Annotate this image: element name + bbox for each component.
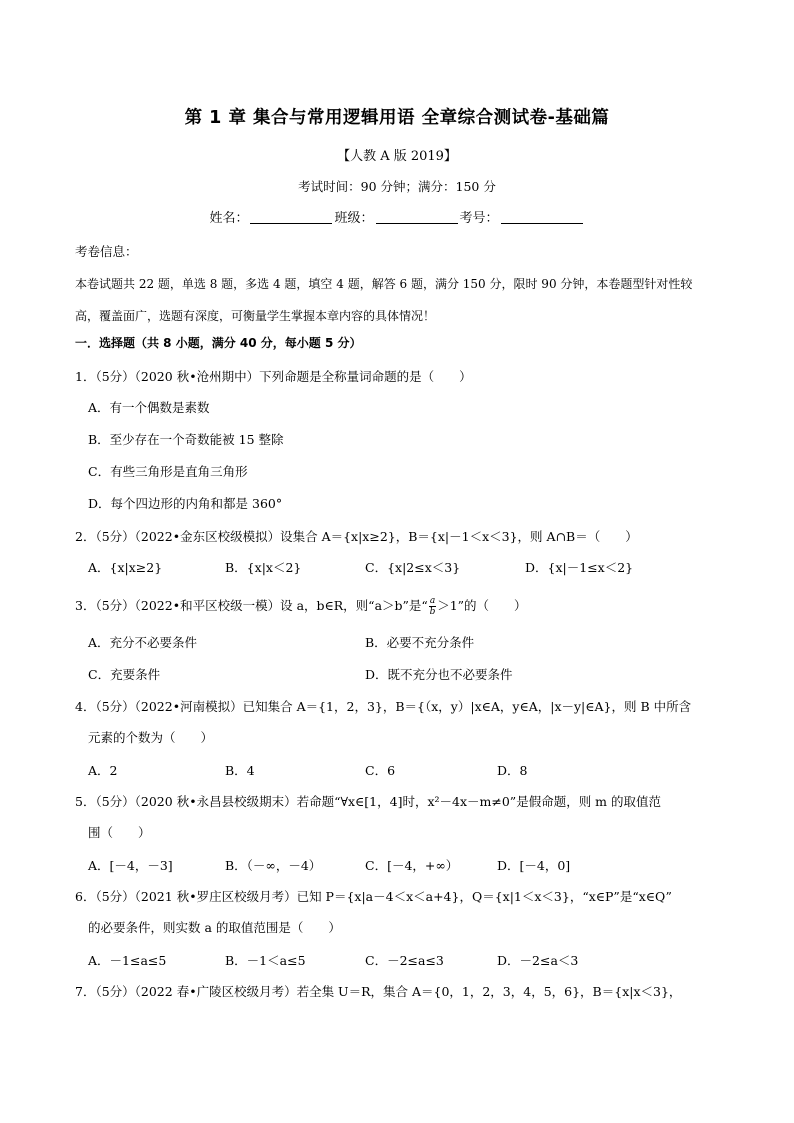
q1-option-c: C．有些三角形是直角三角形 — [88, 464, 248, 479]
question-4-stem-2: 元素的个数为（ ） — [88, 730, 214, 745]
q4-option-d: D．8 — [497, 763, 528, 778]
q1-option-a: A．有一个偶数是素数 — [88, 400, 210, 415]
question-4-stem: 4．（5分）（2022•河南模拟）已知集合 A＝{1，2，3}，B＝{（x，y）|x∈A，y∈A，|x－y|∈A}，则 B 中所含 — [75, 699, 692, 714]
q6-option-c: C．－2≤a≤3 — [365, 953, 444, 968]
q4-option-c: C．6 — [365, 763, 396, 778]
q2-option-c: C．{x|2≤x＜3} — [365, 560, 461, 575]
question-3-stem — [75, 596, 735, 617]
q3-frac-num: a — [429, 596, 436, 606]
q3-option-d: D．既不充分也不必要条件 — [365, 667, 513, 682]
name-label: 姓名： — [209, 211, 249, 226]
q1-option-b: B．至少存在一个奇数能被 15 整除 — [88, 432, 284, 447]
q2-option-a: A．{x|x≥2} — [88, 560, 163, 575]
q3-option-c: C．充要条件 — [88, 667, 161, 682]
question-7-stem: 7．（5分）（2022 春•广陵区校级月考）若全集 U＝R，集合 A＝{0，1，2，3，4，5，6}，B＝{x|x＜3}， — [75, 984, 682, 999]
q2-option-d: D．{x|－1≤x＜2} — [525, 560, 634, 575]
q1-option-d: D．每个四边形的内角和都是 360° — [88, 496, 283, 511]
student-fields — [0, 207, 794, 226]
name-blank — [250, 209, 332, 224]
page-title: 第 1 章 集合与常用逻辑用语 全章综合测试卷-基础篇 — [184, 108, 610, 128]
section-heading: 一．选择题（共 8 小题，满分 40 分，每小题 5 分） — [75, 336, 362, 350]
question-2-stem: 2．（5分）（2022•金东区校级模拟）设集合 A＝{x|x≥2}，B＝{x|－1＜x＜3}，则 A∩B＝（ ） — [75, 529, 638, 544]
q3-stem-post: ＞1”的（ ） — [437, 598, 527, 613]
q6-option-a: A．－1≤a≤5 — [88, 953, 167, 968]
question-5-stem-2: 围（ ） — [88, 825, 151, 840]
q5-option-b: B．（－∞，－4） — [225, 858, 322, 873]
q5-option-a: A．[－4，－3] — [88, 858, 173, 873]
q3-fraction — [429, 596, 436, 617]
q3-frac-den: b — [429, 607, 436, 617]
id-blank — [501, 209, 583, 224]
q3-stem-pre: 3．（5分）（2022•和平区校级一模）设 a，b∈R，则“a＞b”是“ — [75, 598, 428, 613]
q4-option-a: A．2 — [88, 763, 118, 778]
intro-line-1: 本卷试题共 22 题，单选 8 题，多选 4 题，填空 4 题，解答 6 题，满分 150 分，限时 90 分钟，本卷题型针对性较 — [75, 277, 693, 291]
q2-option-b: B．{x|x＜2} — [225, 560, 302, 575]
class-label: 班级： — [334, 211, 374, 226]
edition-subtitle: 【人教 A 版 2019】 — [337, 149, 457, 164]
question-5-stem: 5．（5分）（2020 秋•永昌县校级期末）若命题“∀x∈[1，4]时，x²－4x－m≠0”是假命题，则 m 的取值范 — [75, 794, 661, 809]
q3-option-a: A．充分不必要条件 — [88, 635, 198, 650]
q4-option-b: B．4 — [225, 763, 255, 778]
info-heading: 考卷信息： — [75, 244, 138, 259]
q6-option-d: D．－2≤a＜3 — [497, 953, 579, 968]
q5-option-c: C．[－4，+∞） — [365, 858, 459, 873]
question-1-stem: 1．（5分）（2020 秋•沧州期中）下列命题是全称量词命题的是（ ） — [75, 369, 472, 384]
exam-time-info: 考试时间：90 分钟；满分：150 分 — [298, 179, 496, 194]
id-label: 考号： — [459, 211, 499, 226]
q3-option-b: B．必要不充分条件 — [365, 635, 475, 650]
q6-option-b: B．－1＜a≤5 — [225, 953, 306, 968]
q5-option-d: D．[－4，0] — [497, 858, 571, 873]
intro-paragraph — [75, 268, 725, 332]
question-6-stem: 6．（5分）（2021 秋•罗庄区校级月考）已知 P＝{x|a－4＜x＜a+4}，Q＝{x|1＜x＜3}，“x∈P”是“x∈Q” — [75, 889, 672, 904]
intro-line-2: 高，覆盖面广，选题有深度，可衡量学生掌握本章内容的具体情况！ — [75, 309, 436, 323]
class-blank — [376, 209, 458, 224]
question-6-stem-2: 的必要条件，则实数 a 的取值范围是（ ） — [88, 920, 341, 935]
